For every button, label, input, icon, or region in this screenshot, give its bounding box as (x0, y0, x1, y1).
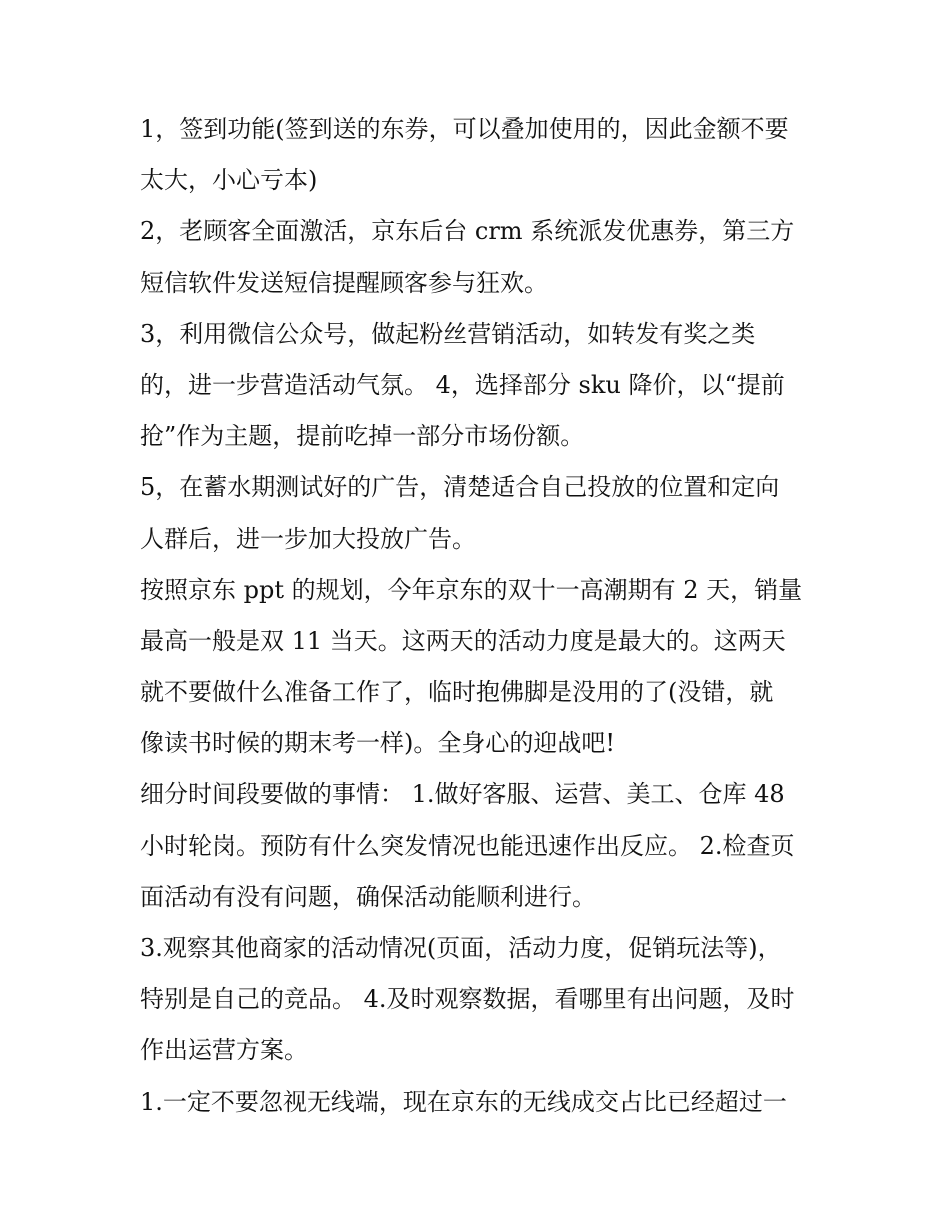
text-line: 5，在蓄水期测试好的广告，清楚适合自己投放的位置和定向 (140, 473, 780, 502)
text-line: 3.观察其他商家的活动情况(页面，活动力度，促销玩法等)， (140, 934, 782, 962)
text-line: 小时轮岗。预防有什么突发情况也能迅速作出反应。 2.检查页 (140, 831, 795, 860)
text-line: 特别是自己的竞品。 4.及时观察数据，看哪里有出问题，及时 (140, 985, 795, 1014)
text-line: 按照京东 ppt 的规划，今年京东的双十一高潮期有 2 天，销量 (140, 575, 803, 604)
text-line: 1，签到功能(签到送的东券，可以叠加使用的，因此金额不要 (140, 115, 789, 143)
text-line: 作出运营方案。 (140, 1036, 308, 1065)
document-body (140, 104, 820, 1128)
text-line: 2，老顾客全面激活，京东后台 crm 系统派发优惠券，第三方 (140, 217, 795, 246)
text-line: 面活动有没有问题，确保活动能顺利进行。 (140, 882, 596, 911)
text-line: 最高一般是双 11 当天。这两天的活动力度是最大的。这两天 (140, 626, 786, 655)
text-line: 短信软件发送短信提醒顾客参与狂欢。 (140, 268, 548, 297)
text-line: 1.一定不要忽视无线端，现在京东的无线成交占比已经超过一 (140, 1087, 787, 1116)
text-line: 就不要做什么准备工作了，临时抱佛脚是没用的了(没错，就 (140, 678, 774, 707)
text-line: 太大，小心亏本) (140, 166, 318, 195)
text-line: 3，利用微信公众号，做起粉丝营销活动，如转发有奖之类 (140, 319, 756, 348)
text-line: 细分时间段要做的事情： 1.做好客服、运营、美工、仓库 48 (140, 780, 785, 809)
text-line: 像读书时候的期末考一样)。全身心的迎战吧! (140, 729, 616, 758)
text-line: 抢”作为主题，提前吃掉一部分市场份额。 (140, 422, 585, 451)
text-line: 人群后，进一步加大投放广告。 (140, 524, 476, 553)
text-line: 的，进一步营造活动气氛。 4，选择部分 sku 降价，以“提前 (140, 370, 785, 399)
